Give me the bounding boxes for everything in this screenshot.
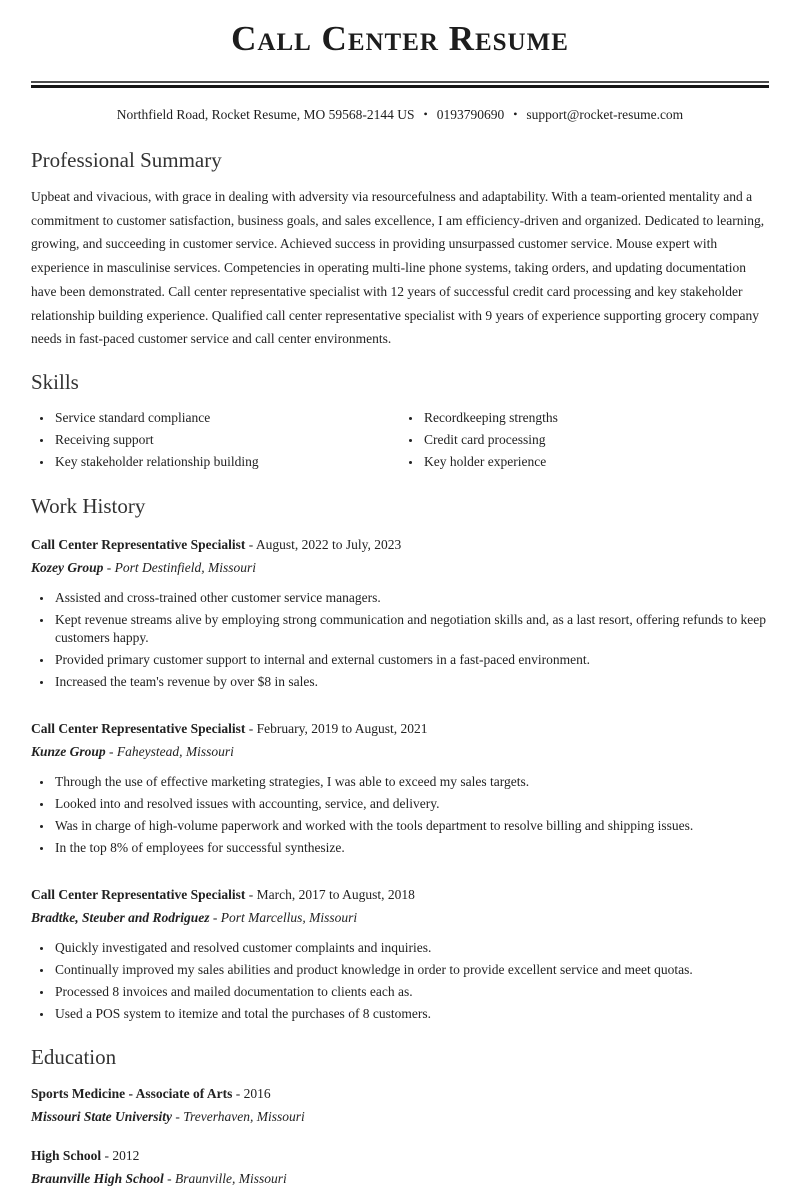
dash-separator: - [163, 1170, 176, 1186]
skills-columns [31, 409, 769, 474]
skill-item: • Key holder experience [422, 453, 769, 471]
education-entry [31, 1085, 769, 1125]
job-company-line [31, 743, 769, 760]
work-history-entry [31, 536, 769, 690]
dash-separator: - [209, 910, 221, 926]
job-bullet: • Increased the team's revenue by over $8 in sales. [53, 673, 769, 691]
skill-item: • Receiving support [53, 431, 400, 449]
job-location: Faheystead, Missouri [116, 744, 234, 760]
education-school: Braunville High School [31, 1170, 164, 1186]
job-dates: August, 2022 to July, 2023 [255, 537, 402, 553]
header-divider [31, 81, 769, 88]
work-history-entry [31, 886, 769, 1022]
section-heading-work-history: Work History [31, 494, 146, 519]
professional-summary-text: Upbeat and vivacious, with grace in dealing with adversity via resourcefulness and adaptability. With a team-oriented mentality and a commitment to customer satisfaction, business goals, and sales excellence, I am efficiency-driven and organized. Dedicated to learning, growing, and succeeding in customer service. Achieved success in providing unsurpassed customer service. Mouse expert with experience in masculinise services. Competencies in operating multi-line phone systems, taking orders, and updating documentation have been demonstrated. Call center representative specialist with 12 years of successful credit card processing and key stakeholder relationship building experience. Qualified call center representative specialist with 9 years of experience supporting grocery company needs in fast-paced customer service and call center environments. [31, 189, 765, 347]
contact-phone: 0193790690 [436, 107, 505, 122]
dash-separator: - [245, 887, 257, 903]
education-location: Braunville, Missouri [175, 1170, 287, 1186]
skill-item: • Key stakeholder relationship building [53, 453, 400, 471]
education-degree-line [31, 1085, 769, 1102]
section-heading-education: Education [31, 1044, 117, 1069]
job-company: Bradtke, Steuber and Rodriguez [31, 910, 210, 926]
dash-separator: - [245, 537, 256, 553]
education-entry [31, 1147, 769, 1187]
job-dates: February, 2019 to August, 2021 [256, 721, 428, 737]
job-company: Kozey Group [31, 560, 104, 576]
job-bullet-list [31, 589, 769, 690]
job-location: Port Marcellus, Missouri [220, 910, 358, 926]
education-location: Treverhaven, Missouri [183, 1108, 305, 1124]
skills-column-right [400, 409, 769, 474]
dash-separator: - [101, 1147, 113, 1163]
skills-column-left [31, 409, 400, 474]
job-title: Call Center Representative Specialist [31, 887, 246, 903]
education-degree: Sports Medicine - Associate of Arts [31, 1085, 233, 1101]
education-degree: High School [31, 1147, 102, 1163]
education-school-line [31, 1108, 769, 1125]
job-bullet: • Processed 8 invoices and mailed documentation to clients each as. [53, 983, 769, 1001]
job-company-line [31, 909, 769, 926]
skills-list-left [31, 409, 400, 470]
job-bullet: • Used a POS system to itemize and total the purchases of 8 customers. [53, 1005, 769, 1023]
dash-separator: - [172, 1108, 184, 1124]
job-title: Call Center Representative Specialist [31, 537, 246, 553]
job-bullet-list [31, 939, 769, 1022]
job-bullet: • Continually improved my sales abilities and product knowledge in order to provide excellent service and meet quotas. [53, 961, 769, 979]
skill-item: • Service standard compliance [53, 409, 400, 427]
job-company: Kunze Group [31, 744, 106, 760]
work-history-entry [31, 720, 769, 856]
job-bullet: • Quickly investigated and resolved customer complaints and inquiries. [53, 939, 769, 957]
bullet-separator-icon: • [513, 107, 518, 121]
job-bullet: • Provided primary customer support to internal and external customers in a fast-paced environment. [53, 651, 769, 669]
job-bullet: • Through the use of effective marketing strategies, I was able to exceed my sales targets. [53, 773, 769, 791]
job-bullet-list [31, 773, 769, 856]
dash-separator: - [232, 1085, 244, 1101]
job-company-line [31, 559, 769, 576]
job-bullet: • Looked into and resolved issues with accounting, service, and delivery. [53, 795, 769, 813]
section-heading-skills: Skills [31, 369, 79, 394]
job-bullet: • Assisted and cross-trained other customer service managers. [53, 589, 769, 607]
dash-separator: - [103, 560, 115, 576]
job-bullet: • Was in charge of high-volume paperwork and worked with the tools department to resolve billing and shipping issues. [53, 817, 769, 835]
job-bullet: • Kept revenue streams alive by employing strong communication and negotiation skills and, as a last resort, offering refunds to keep customers happy. [53, 611, 769, 647]
job-title: Call Center Representative Specialist [31, 721, 246, 737]
job-title-line [31, 886, 769, 903]
skill-item: • Credit card processing [422, 431, 769, 449]
job-title-line [31, 536, 769, 553]
skills-list-right [400, 409, 769, 470]
section-heading-professional-summary: Professional Summary [31, 148, 222, 172]
job-title-line [31, 720, 769, 737]
education-school: Missouri State University [31, 1108, 173, 1124]
contact-line [31, 106, 769, 123]
job-bullet: • In the top 8% of employees for successful synthesize. [53, 839, 769, 857]
bullet-separator-icon: • [423, 107, 428, 121]
education-school-line [31, 1170, 769, 1187]
dash-separator: - [245, 721, 257, 737]
education-degree-line [31, 1147, 769, 1164]
education-year: 2016 [243, 1085, 271, 1101]
skill-item: • Recordkeeping strengths [422, 409, 769, 427]
document-title: Call Center Resume [231, 19, 569, 58]
job-dates: March, 2017 to August, 2018 [256, 887, 415, 903]
contact-email: support@rocket-resume.com [526, 107, 684, 122]
job-location: Port Destinfield, Missouri [114, 560, 257, 576]
contact-address: Northfield Road, Rocket Resume, MO 59568-2144 US [116, 107, 415, 122]
education-year: 2012 [112, 1147, 140, 1163]
dash-separator: - [105, 744, 117, 760]
